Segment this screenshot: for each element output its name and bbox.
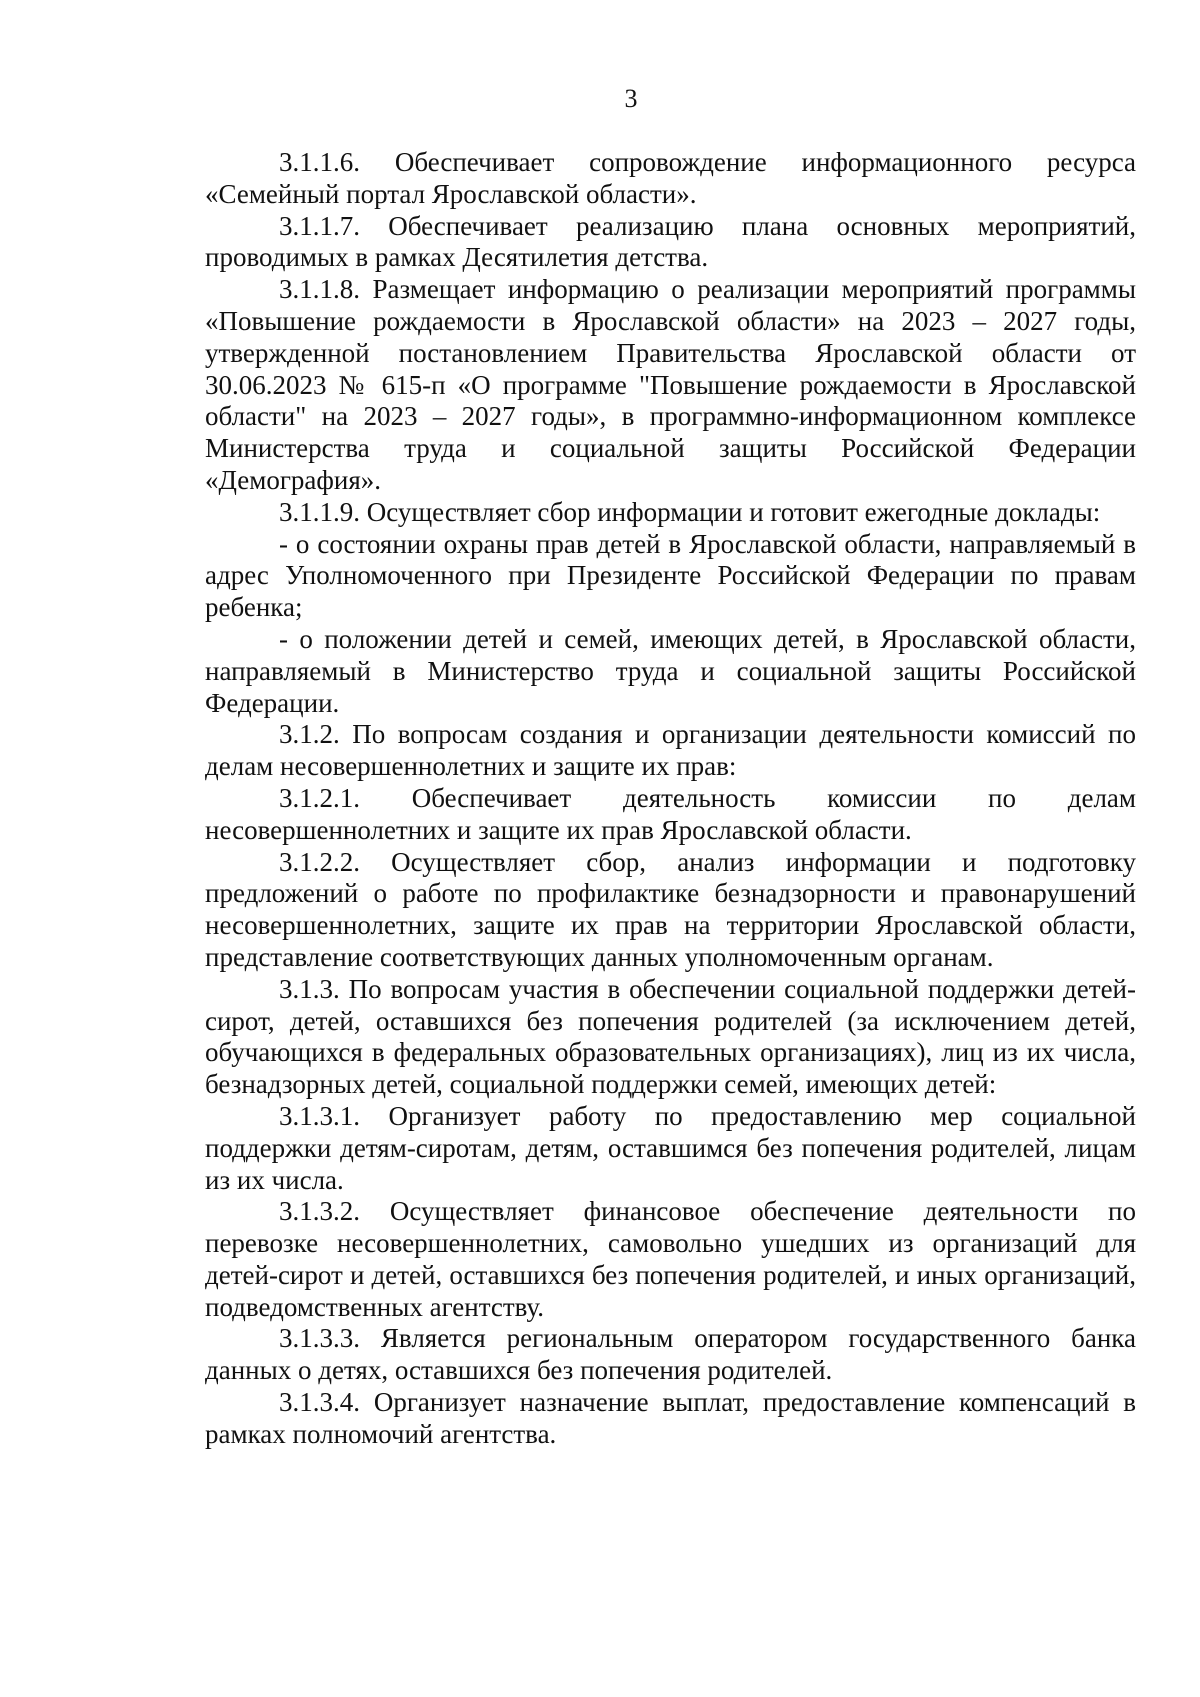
paragraph-3-1-2: 3.1.2. По вопросам создания и организации деятельности комиссий по делам несовершеннолетних и защите их прав: — [205, 719, 1136, 782]
document-body — [205, 147, 1136, 1451]
paragraph-3-1-1-8: 3.1.1.8. Размещает информацию о реализации мероприятий программы «Повышение рождаемости в Ярославской области» на 2023 – 2027 годы, утвержденной постановлением Правительства Ярославской области от 30.06.2023 № 615-п «О программе "Повышение рождаемости в Ярославской области" на 2023 – 2027 годы», в программно-информационном комплексе Министерства труда и социальной защиты Российской Федерации «Демография». — [205, 274, 1136, 495]
page-number: 3 — [624, 84, 638, 113]
paragraph-3-1-3-2: 3.1.3.2. Осуществляет финансовое обеспечение деятельности по перевозке несовершеннолетних, самовольно ушедших из организаций для детей-сирот и детей, оставшихся без попечения родителей, и иных организаций, подведомственных агентству. — [205, 1196, 1136, 1322]
paragraph-3-1-1-6: 3.1.1.6. Обеспечивает сопровождение информационного ресурса «Семейный портал Ярославской области». — [205, 147, 1136, 209]
paragraph-3-1-1-7: 3.1.1.7. Обеспечивает реализацию плана основных мероприятий, проводимых в рамках Десятилетия детства. — [205, 210, 1136, 273]
paragraph-3-1-2-1: 3.1.2.1. Обеспечивает деятельность комиссии по делам несовершеннолетних и защите их прав Ярославской области. — [205, 782, 1136, 845]
paragraph-3-1-2-2: 3.1.2.2. Осуществляет сбор, анализ информации и подготовку предложений о работе по профилактике безнадзорности и правонарушений несовершеннолетних, защите их прав на территории Ярославской области, представление соответствующих данных уполномоченным органам. — [205, 846, 1136, 972]
list-item-families-report: - о положении детей и семей, имеющих детей, в Ярославской области, направляемый в Министерство труда и социальной защиты Российской Федерации. — [205, 623, 1136, 718]
list-item-child-rights-report: - о состоянии охраны прав детей в Ярославской области, направляемый в адрес Уполномоченного при Президенте Российской Федерации по правам ребенка; — [205, 528, 1136, 623]
paragraph-3-1-3-3: 3.1.3.3. Является региональным оператором государственного банка данных о детях, оставшихся без попечения родителей. — [205, 1323, 1136, 1386]
paragraph-3-1-3-1: 3.1.3.1. Организует работу по предоставлению мер социальной поддержки детям-сиротам, детям, оставшимся без попечения родителей, лицам из их числа. — [205, 1100, 1136, 1195]
paragraph-3-1-1-9: 3.1.1.9. Осуществляет сбор информации и готовит ежегодные доклады: — [279, 496, 1101, 527]
paragraph-3-1-3-4: 3.1.3.4. Организует назначение выплат, предоставление компенсаций в рамках полномочий агентства. — [205, 1387, 1136, 1449]
paragraph-3-1-3: 3.1.3. По вопросам участия в обеспечении социальной поддержки детей-сирот, детей, оставшихся без попечения родителей (за исключением детей, обучающихся в федеральных образовательных организациях), лиц из их числа, безнадзорных детей, социальной поддержки семей, имеющих детей: — [205, 973, 1136, 1100]
